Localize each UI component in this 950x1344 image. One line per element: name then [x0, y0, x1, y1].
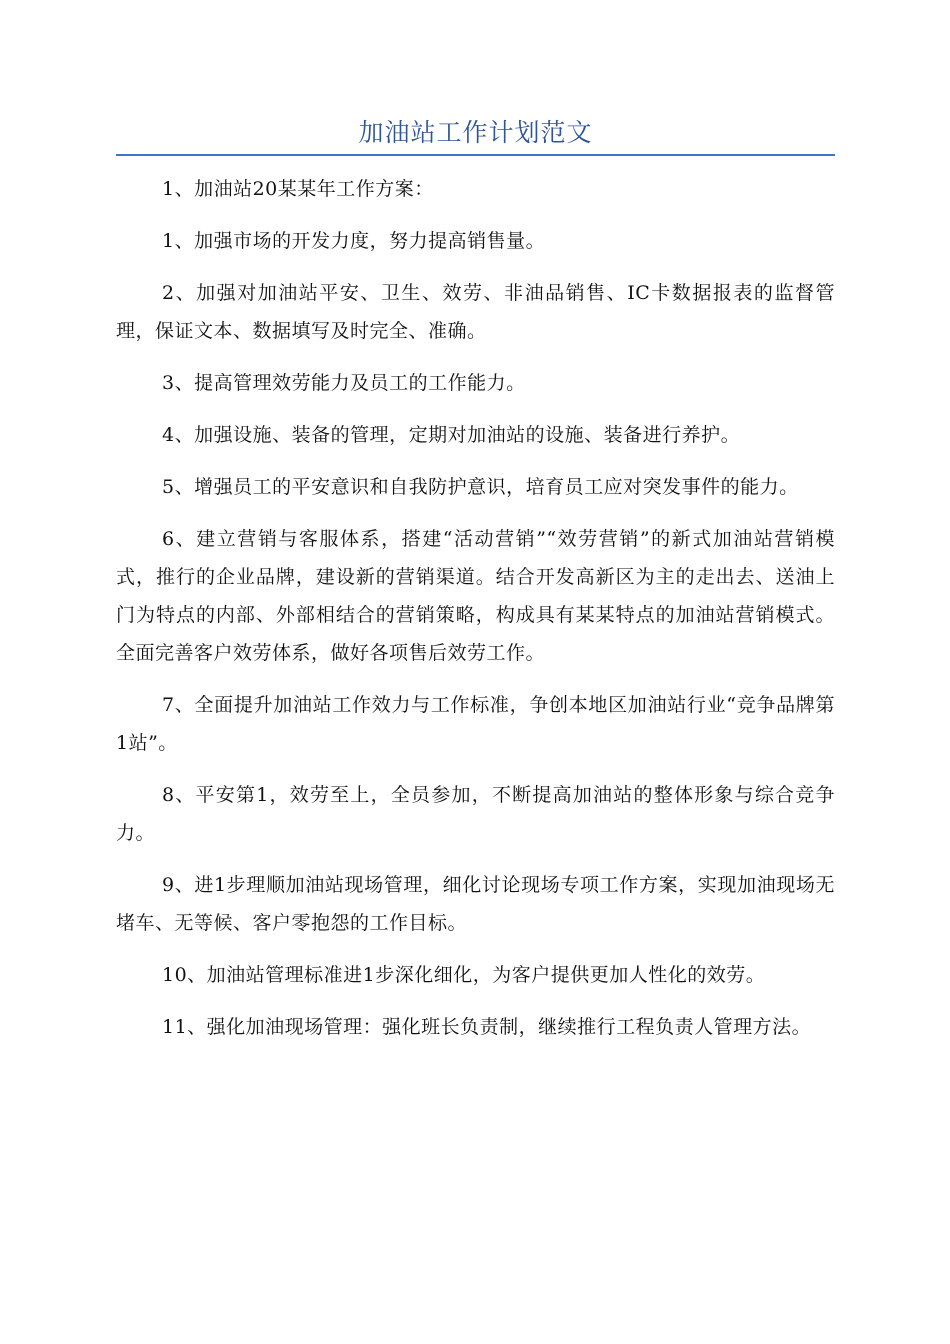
- paragraph-item-4: 4、加强设施、装备的管理，定期对加油站的设施、装备进行养护。: [162, 424, 741, 446]
- paragraph-intro: 1、加油站20某某年工作方案：: [162, 178, 434, 200]
- paragraph-item-7: 7、全面提升加油站工作效力与工作标准，争创本地区加油站行业“竞争品牌第1站”。: [116, 694, 835, 754]
- paragraph-item-2: 2、加强对加油站平安、卫生、效劳、非油品销售、IC卡数据报表的监督管理，保证文本、数据填写及时完全、准确。: [116, 282, 835, 342]
- paragraph-item-10: 10、加油站管理标准进1步深化细化，为客户提供更加人性化的效劳。: [162, 964, 766, 986]
- document-title: 加油站工作计划范文: [358, 118, 593, 147]
- paragraph-item-9: 9、进1步理顺加油站现场管理，细化讨论现场专项工作方案，实现加油现场无堵车、无等候、客户零抱怨的工作目标。: [116, 874, 835, 934]
- paragraph-item-8: 8、平安第1，效劳至上，全员参加，不断提高加油站的整体形象与综合竞争力。: [116, 784, 835, 844]
- paragraph-item-1: 1、加强市场的开发力度，努力提高销售量。: [162, 230, 546, 252]
- paragraph-item-3: 3、提高管理效劳能力及员工的工作能力。: [162, 372, 526, 394]
- paragraph-item-5: 5、增强员工的平安意识和自我防护意识，培育员工应对突发事件的能力。: [162, 476, 799, 498]
- document-body: [116, 170, 835, 1060]
- paragraph-item-11: 11、强化加油现场管理：强化班长负责制，继续推行工程负责人管理方法。: [162, 1016, 812, 1038]
- title-block: [116, 112, 835, 156]
- paragraph-item-6: 6、建立营销与客服体系，搭建“活动营销”“效劳营销”的新式加油站营销模式，推行的企业品牌，建设新的营销渠道。结合开发高新区为主的走出去、送油上门为特点的内部、外部相结合的营销策略，构成具有某某特点的加油站营销模式。全面完善客户效劳体系，做好各项售后效劳工作。: [116, 528, 835, 664]
